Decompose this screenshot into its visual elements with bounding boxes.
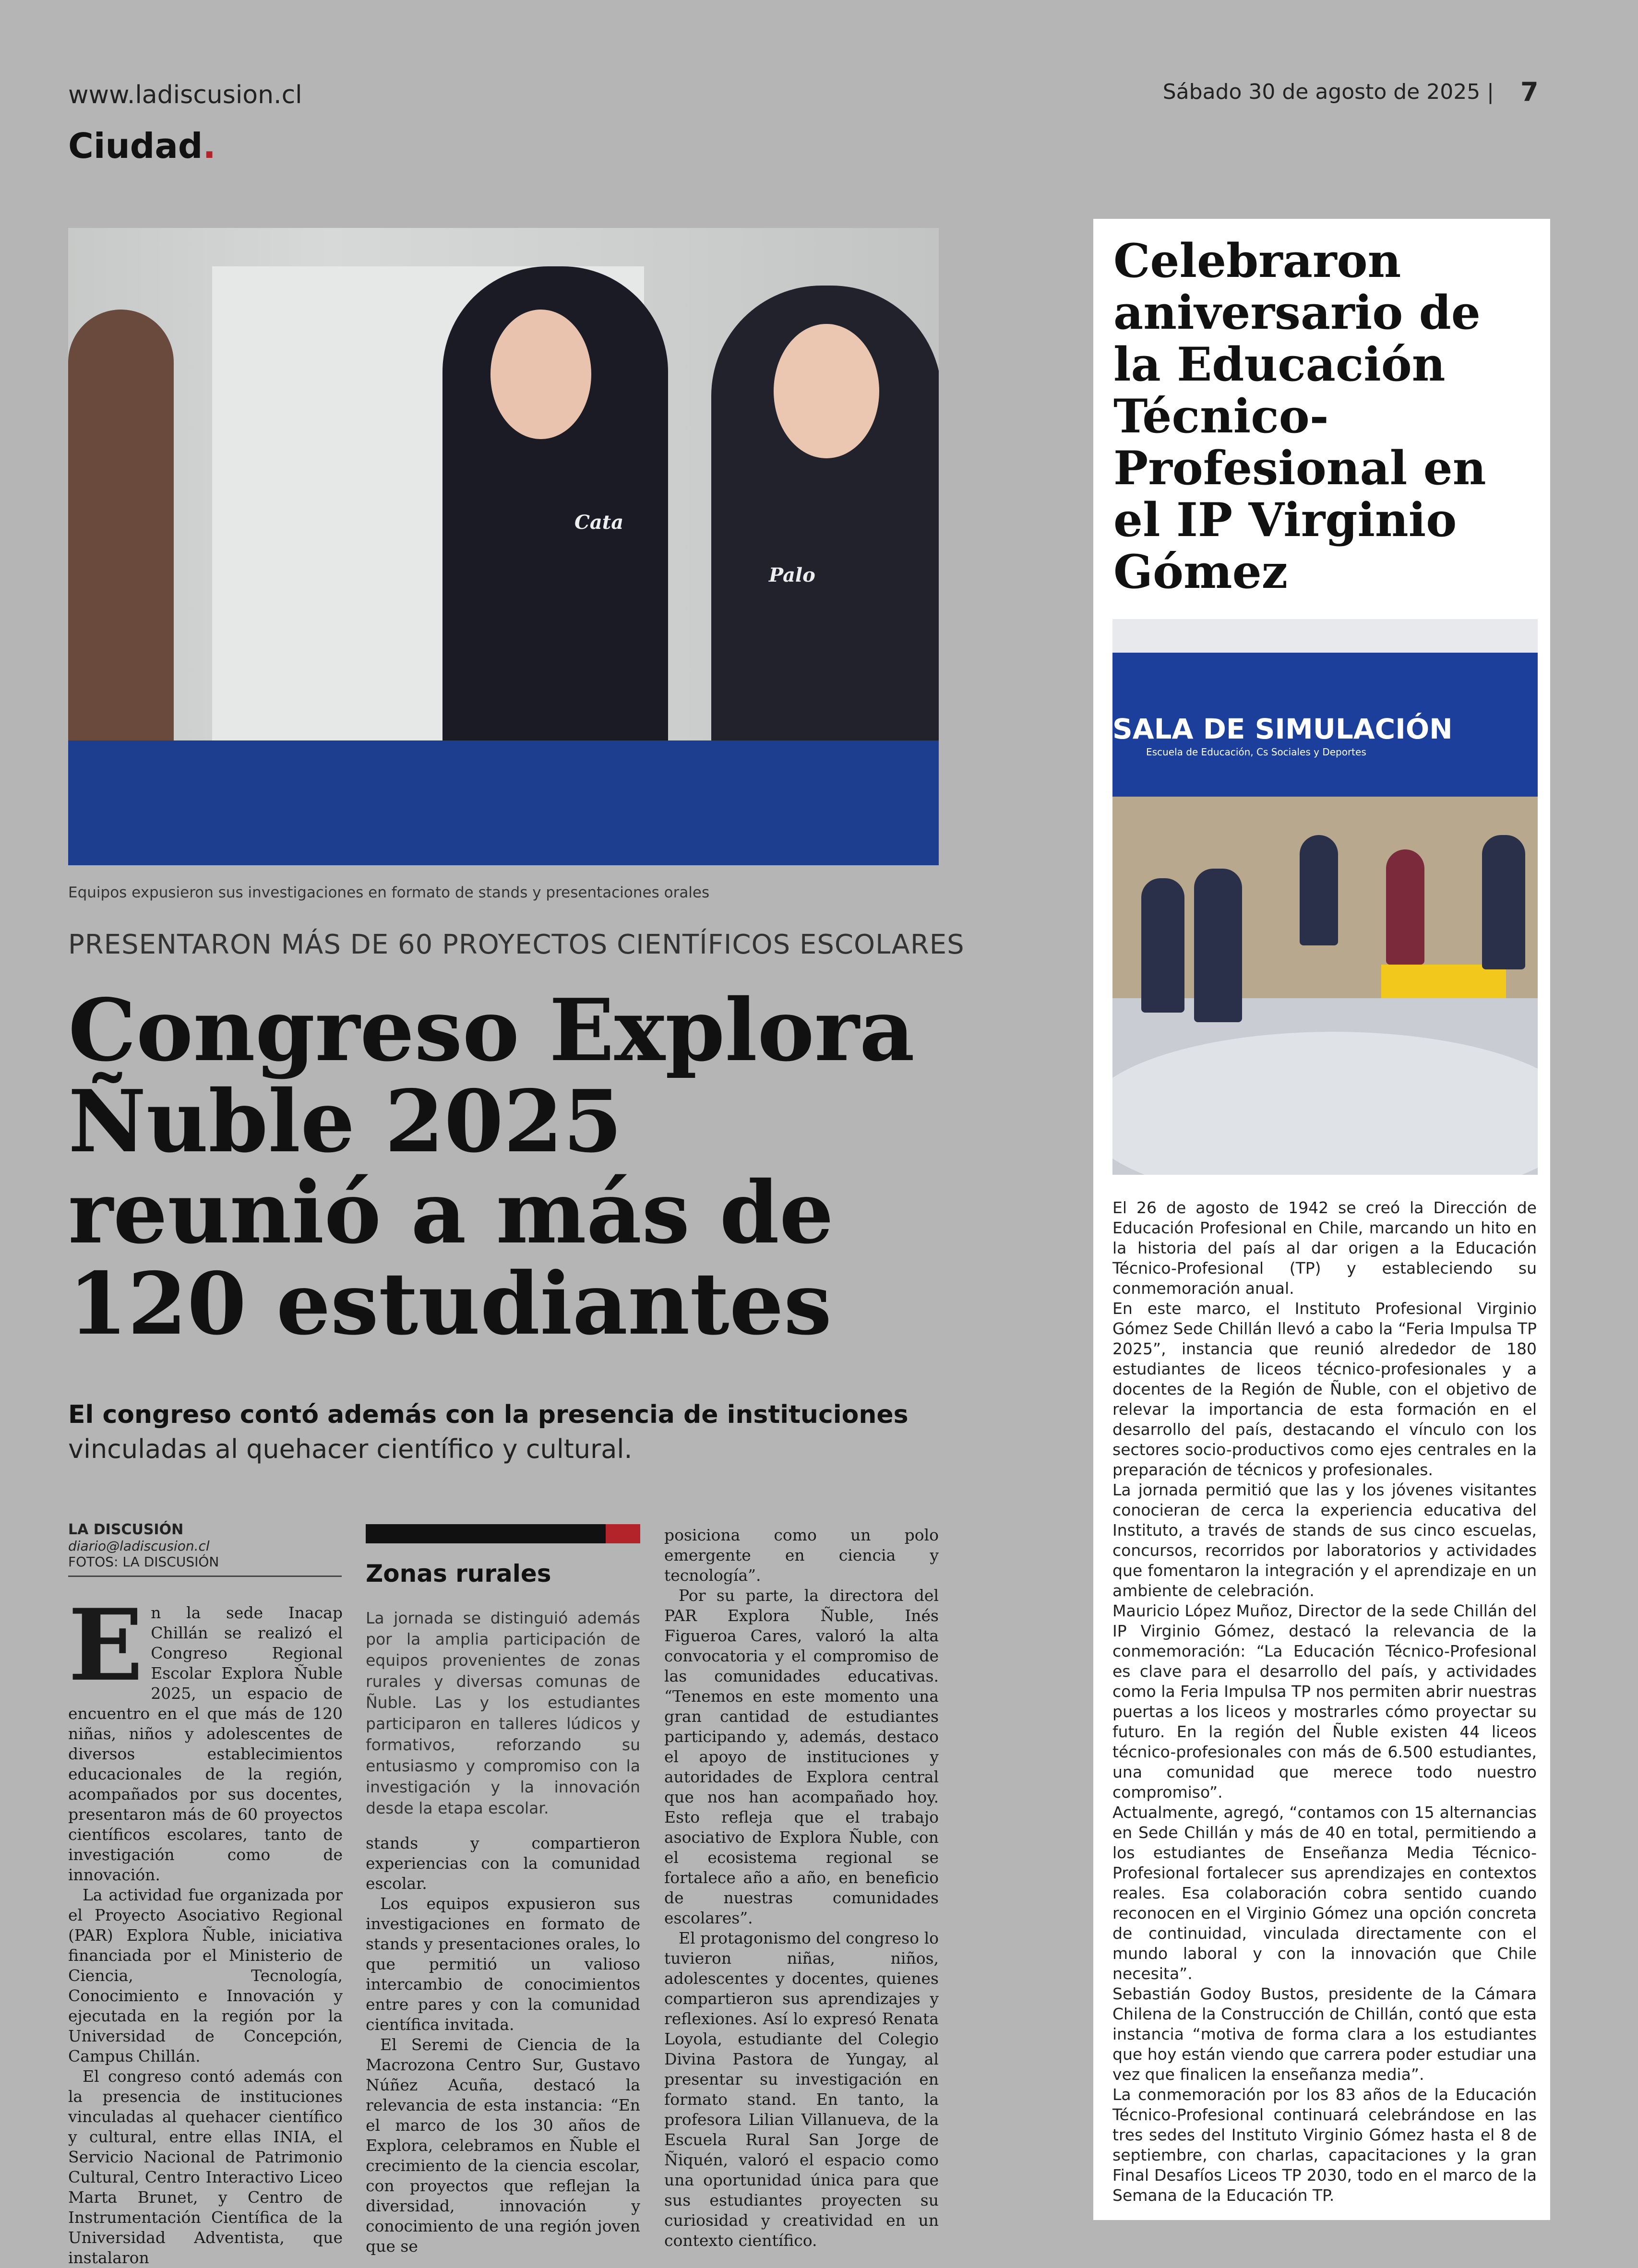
page-number: 7: [1520, 77, 1539, 107]
article-paragraph: Por su parte, la directora del PAR Explora Ñuble, Inés Figueroa Cares, valoró la alta convocatoria y el compromiso de las comunidades educativas. “Tenemos en este momento una gran cantidad de estudiantes participando y, además, destaco el apoyo de instituciones y autoridades de Explora central que nos han acompañado hoy. Esto refleja que el trabajo asociativo de Explora Ñuble, con el ecosistema regional se fortalece año a año, en beneficio de nuestras comunidades escolares”.: [664, 1586, 939, 1927]
article-deck-bold: El congreso contó además con la presencia de instituciones: [68, 1400, 909, 1429]
article-column-3: [664, 1525, 939, 2251]
photo-person: [1141, 878, 1184, 1013]
article-deck: vinculadas al quehacer científico y cultural.: [68, 1434, 633, 1464]
photo-name-tag-palo: Palo: [769, 564, 815, 586]
photo-yellow-table: [1381, 965, 1506, 998]
sidebar-body: [1112, 1198, 1537, 2206]
article-paragraph: [68, 1588, 343, 1885]
subhead-text: La jornada se distinguió además por la amplia participación de equipos provenientes de zonas rurales y diversas comunas de Ñuble. Las y los estudiantes participaron en talleres lúdicos y formativos, reforzando su entusiasmo y compromiso con la investigación y la innovación desde la etapa escolar.: [366, 1609, 640, 1817]
sidebar-paragraph: En este marco, el Instituto Profesional Virginio Gómez Sede Chillán llevó a cabo la “Feria Impulsa TP 2025”, instancia que reunió alrededor de 180 estudiantes de liceos técnico-profesionales y a docentes de la Región de Ñuble, con el objetivo de relevar la importancia de esta formación en el desarrollo del país, destacando el vínculo con los sectores socio-productivos como ejes centrales en la preparación de técnicos y profesionales.: [1112, 1299, 1537, 1479]
photo-person: [1482, 835, 1525, 969]
article-paragraph: Los equipos expusieron sus investigaciones en formato de stands y presentaciones orales, lo que permitió un valioso intercambio de conocimientos entre pares y con la comunidad científica invitada.: [366, 1894, 640, 2034]
main-photo: [68, 228, 939, 865]
photo-sign: SALA DE SIMULACIÓN: [1112, 713, 1453, 745]
byline-photo-credit: FOTOS: LA DISCUSIÓN: [68, 1554, 219, 1570]
article-paragraph: El protagonismo del congreso lo tuvieron niñas, niños, adolescentes y docentes, quienes compartieron sus aprendizajes y reflexiones. Así lo expresó Renata Loyola, estudiante del Colegio Divina Pastora de Yungay, al presentar su investigación en formato stand. En tanto, la profesora Lilian Villanueva, de la Escuela Rural San Jorge de Ñiquén, valoró el espacio como una oportunidad única para que sus estudiantes proyecten su curiosidad y creatividad en un contexto científico.: [664, 1929, 939, 2250]
byline: [68, 1521, 342, 1577]
drop-cap: E: [68, 1588, 143, 1703]
subhead-rule: [366, 1524, 606, 1543]
article-paragraph: posiciona como un polo emergente en ciencia y tecnología”.: [664, 1526, 939, 1585]
article-paragraph: La actividad fue organizada por el Proyecto Asociativo Regional (PAR) Explora Ñuble, iniciativa financiada por el Ministerio de Ciencia, Tecnología, Conocimiento e Innovación y ejecutada en la región por la Universidad de Concepción, Campus Chillán.: [68, 1886, 343, 2065]
article-paragraph: El congreso contó además con la presencia de instituciones vinculadas al quehacer científico y cultural, entre ellas INIA, el Servicio Nacional de Patrimonio Cultural, Centro Interactivo Liceo Marta Brunet, y Centro de Instrumentación Científica de la Universidad Adventista, que instalaron: [68, 2067, 343, 2267]
sidebar-headline: Celebraron aniversario de la Educación Técnico-Profesional en el IP Virginio Gómez: [1113, 234, 1486, 599]
photo-caption: Equipos expusieron sus investigaciones en formato de stands y presentaciones orales: [68, 884, 710, 901]
section-label: [68, 126, 216, 166]
photo-name-tag-cata: Cata: [574, 511, 624, 534]
issue-date: Sábado 30 de agosto de 2025 |: [1162, 80, 1494, 104]
article-paragraph: El Seremi de Ciencia de la Macrozona Centro Sur, Gustavo Núñez Acuña, destacó la relevancia de esta instancia: “En el marco de los 30 años de Explora, celebramos en Ñuble el crecimiento de la ciencia escolar, con proyectos que reflejan la diversidad, innovación y conocimiento de una región joven que se: [366, 2035, 640, 2256]
photo-face-right: [774, 324, 879, 458]
photo-person: [1386, 849, 1424, 965]
article-kicker: PRESENTARON MÁS DE 60 PROYECTOS CIENTÍFICOS ESCOLARES: [68, 929, 965, 960]
article-headline: Congreso Explora Ñuble 2025 reunió a más de 120 estudiantes: [68, 980, 915, 1354]
sidebar-paragraph: La jornada permitió que las y los jóvenes visitantes conocieran de cerca la experiencia educativa del Instituto, a través de stands de sus cinco escuelas, concursos, recorridos por laboratorios y actividades que fomentaron la integración y el aprendizaje en un ambiente de celebración.: [1112, 1480, 1537, 1600]
subhead-zonas-rurales: Zonas rurales: [366, 1560, 551, 1588]
sidebar-photo: [1112, 619, 1538, 1175]
byline-name: LA DISCUSIÓN: [68, 1521, 184, 1538]
sidebar-paragraph: La conmemoración por los 83 años de la Educación Técnico-Profesional continuará celebrándose en las tres sedes del Instituto Virginio Gómez hasta el 8 de septiembre, con charlas, capacitaciones y la gran Final Desafíos Liceos TP 2030, todo en el marco de la Semana de la Educación TP.: [1112, 2085, 1537, 2205]
sidebar-paragraph: Sebastián Godoy Bustos, presidente de la Cámara Chilena de la Construcción de Chillán, contó que esta instancia “motiva de forma clara a los estudiantes que hoy están viendo que carrera poder estudiar una vez que finalicen la enseñanza media”.: [1112, 1984, 1537, 2084]
sidebar-paragraph: El 26 de agosto de 1942 se creó la Dirección de Educación Profesional en Chile, marcando un hito en la historia del país al dar origen a la Educación Técnico-Profesional (TP) y estableciendo su conmemoración anual.: [1112, 1198, 1537, 1298]
photo-person: [1300, 835, 1338, 945]
photo-person: [1194, 869, 1242, 1022]
sidebar-paragraph: Actualmente, agregó, “contamos con 15 alternancias en Sede Chillán y más de 40 en total, permitiendo a los estudiantes de Enseñanza Media Técnico-Profesional fortalecer sus aprendizajes en contextos reales. Esa colaboración cobra sentido cuando reconocen en el Virginio Gómez una opción concreta de continuidad, vinculada directamente con el mundo laboral y con la innovación que Chile necesita”.: [1112, 1803, 1537, 1983]
photo-face-center: [490, 310, 591, 439]
subhead-rule-accent: [606, 1524, 640, 1543]
photo-blue-table: [68, 740, 939, 865]
section-dot: .: [203, 126, 216, 166]
byline-email[interactable]: diario@ladiscusion.cl: [68, 1538, 210, 1554]
article-paragraph: stands y compartieron experiencias con la comunidad escolar.: [366, 1834, 640, 1893]
sidebar-paragraph: Mauricio López Muñoz, Director de la sede Chillán del IP Virginio Gómez, destacó la relevancia de la conmemoración: “La Educación Técnico-Profesional es clave para el desarrollo del país, y actividades como la Feria Impulsa TP nos permiten abrir nuestras puertas a los liceos y mostrarles cómo proyectar su futuro. En la región del Ñuble existen 44 liceos técnico-profesionales con más de 6.500 estudiantes, una comunidad que merece todo nuestro compromiso”.: [1112, 1601, 1537, 1802]
section-name: Ciudad: [68, 126, 203, 166]
article-column-2: [366, 1833, 640, 2256]
photo-sign-subtitle: Escuela de Educación, Cs Sociales y Deportes: [1146, 746, 1366, 758]
photo-ceiling: [1112, 619, 1538, 653]
photo-round-table: [1112, 1032, 1538, 1175]
site-url[interactable]: www.ladiscusion.cl: [68, 81, 302, 109]
paragraph-text: n la sede Inacap Chillán se realizó el Congreso Regional Escolar Explora Ñuble 2025, un espacio de encuentro en el que más de 120 niñas, niños y adolescentes de diversos establecimientos educacionales de la región, acompañados por sus docentes, presentaron más de 60 proyectos científicos escolares, tanto de investigación como de innovación.: [68, 1603, 343, 1884]
article-column-1: [68, 1588, 343, 2268]
